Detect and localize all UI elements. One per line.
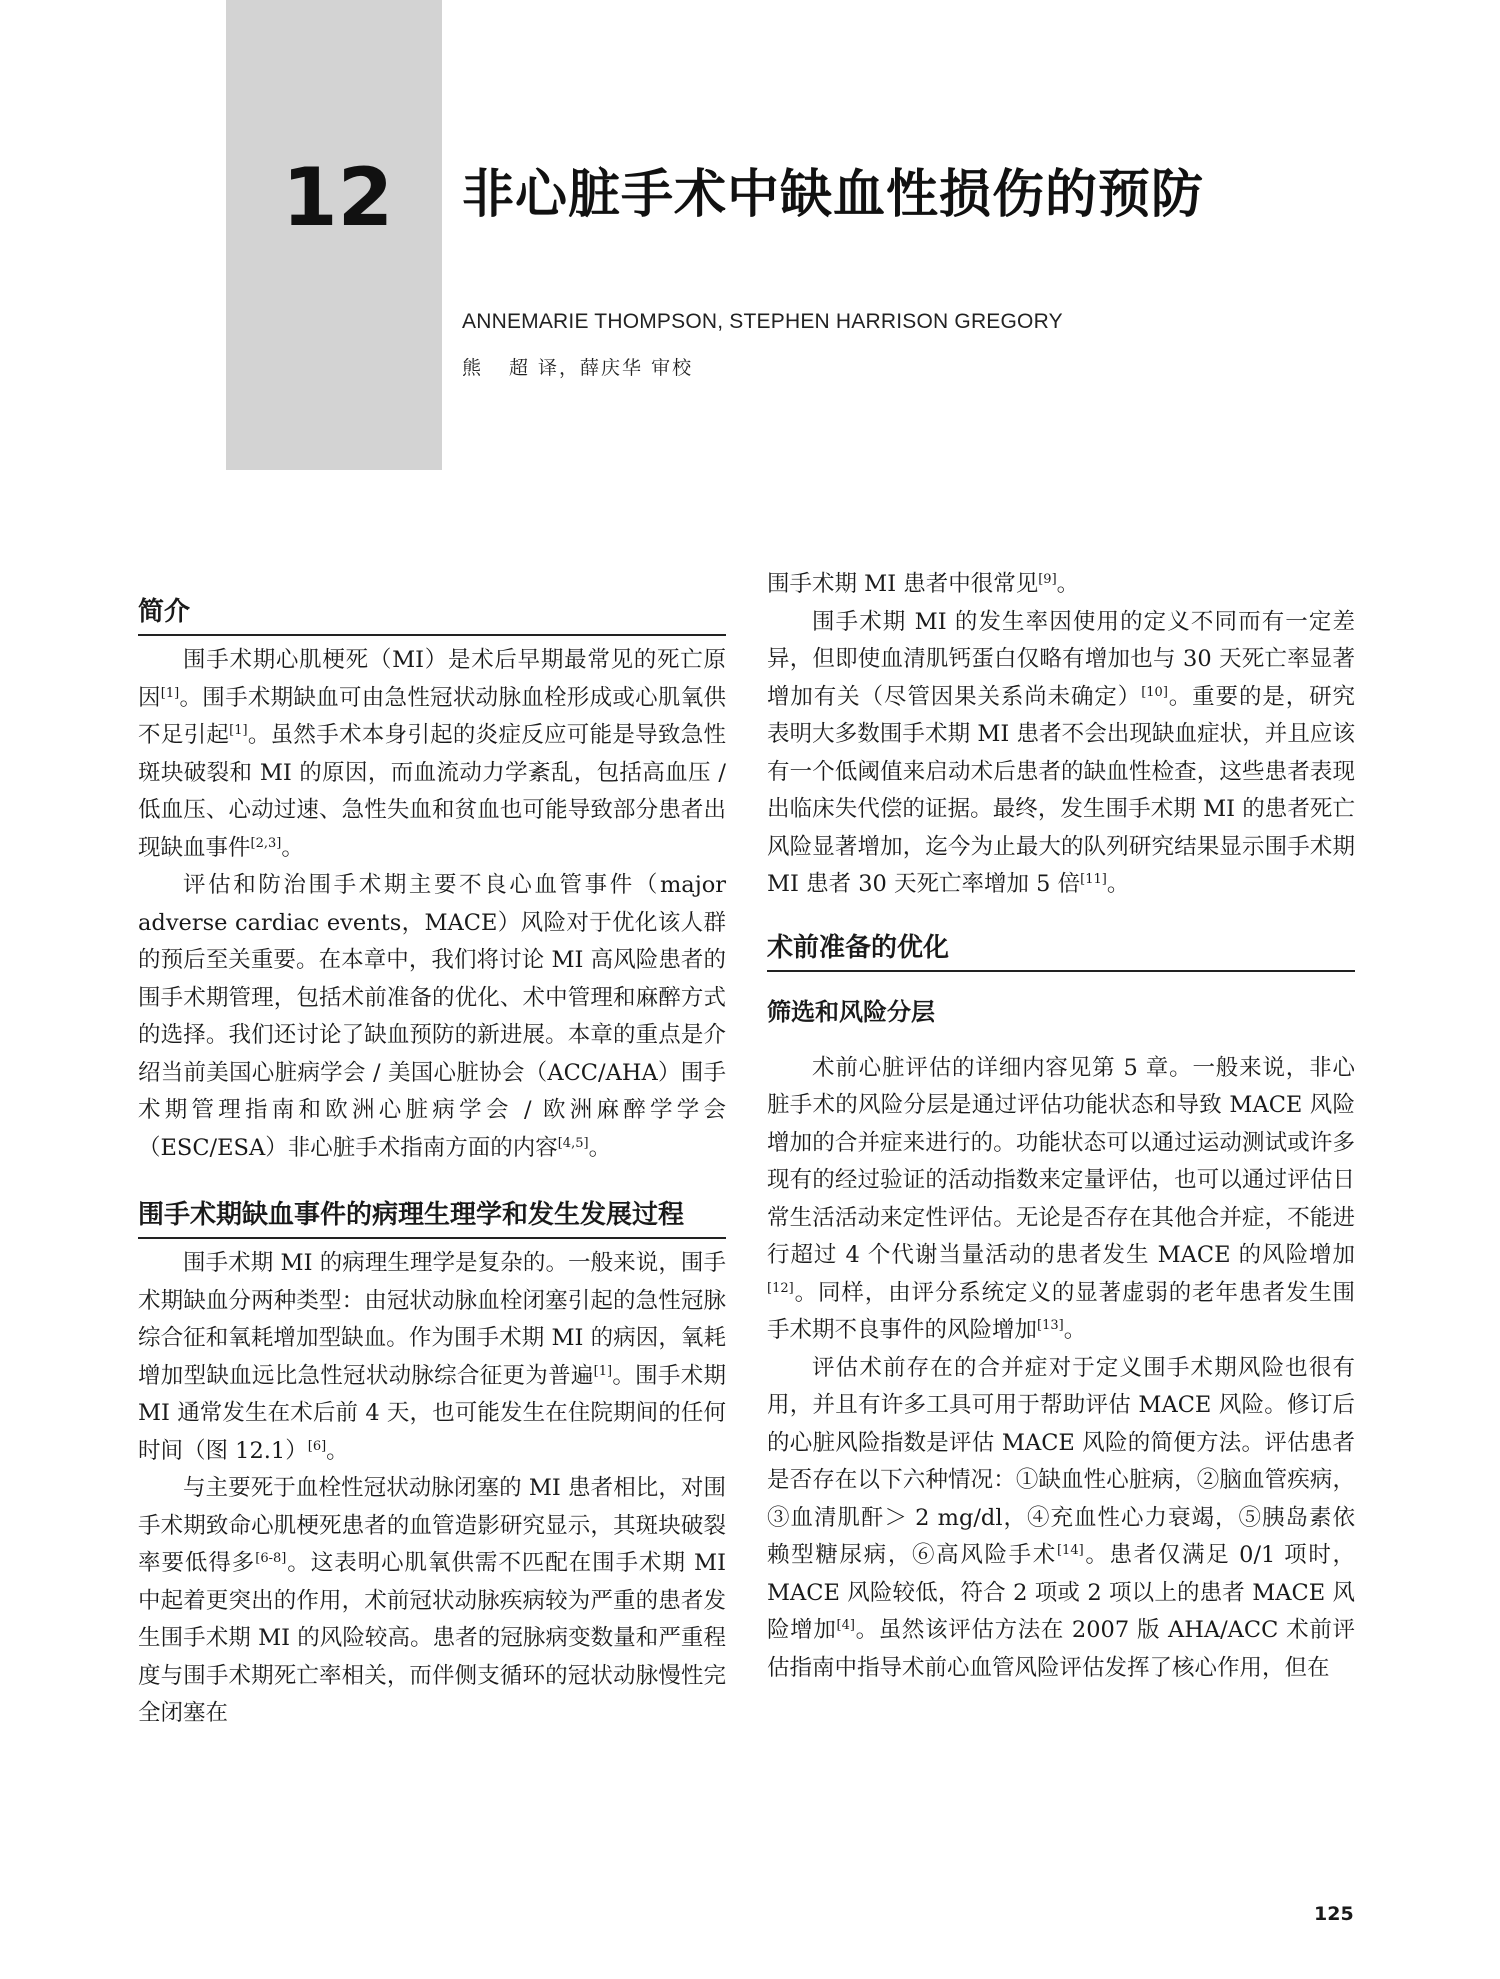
chapter-title: 非心脏手术中缺血性损伤的预防 [462,165,1205,225]
citation: [4,5] [557,1135,589,1151]
chapter-number: 12 [282,151,394,244]
paragraph: 围手术期 MI 的发生率因使用的定义不同而有一定差异，但即使血清肌钙蛋白仅略有增加也与 30 天死亡率显著增加有关（尽管因果关系尚未确定）[10]。重要的是，研究表明大多数围手术期 MI 患者不会出现缺血症状，并且应该有一个低阈值来启动术后患者的缺血性检查，这些患者表现出临床失代偿的证据。最终，发生围手术期 MI 的患者死亡风险显著增加，迄今为止最大的队列研究结果显示围手术期 MI 患者 30 天死亡率增加 5 倍[11]。 [767,608,1355,897]
citation: [6-8] [255,1551,287,1566]
paragraph: 围手术期心肌梗死（MI）是术后早期最常见的死亡原因[1]。围手术期缺血可由急性冠状动脉血栓形成或心肌氧供不足引起[1]。虽然手术本身引起的炎症反应可能是导致急性斑块破裂和 MI 的原因，而血流动力学紊乱，包括高血压 / 低血压、心动过速、急性失血和贫血也可能导致部分患者出现缺血事件[2,3]。 [138,647,726,861]
left-column [138,594,726,1733]
paragraph: 评估术前存在的合并症对于定义围手术期风险也很有用，并且有许多工具可用于帮助评估 MACE 风险。修订后的心脏风险指数是评估 MACE 风险的简便方法。评估患者是否存在以下六种情况：①缺血性心脏病，②脑血管疾病，③血清肌酐＞ 2 mg/dl，④充血性心力衰竭，⑤胰岛素依赖型糖尿病，⑥高风险手术[14]。患者仅满足 0/1 项时，MACE 风险较低，符合 2 项或 2 项以上的患者 MACE 风险增加[4]。虽然该评估方法在 2007 版 AHA/ACC 术前评估指南中指导术前心血管风险评估发挥了核心作用，但在 [767,1354,1355,1681]
paragraph: 术前心脏评估的详细内容见第 5 章。一般来说，非心脏手术的风险分层是通过评估功能状态和导致 MACE 风险增加的合并症来进行的。功能状态可以通过运动测试或许多现有的经过验证的活动指数来定量评估，也可以通过评估日常生活活动来定性评估。无论是否存在其他合并症，不能进行超过 4 个代谢当量活动的患者发生 MACE 的风险增加[12]。同样，由评分系统定义的显著虚弱的老年患者发生围手术期不良事件的风险增加[13]。 [767,1054,1355,1343]
citation: [6] [307,1438,327,1454]
citation: [10] [1141,684,1168,700]
citation: [2,3] [250,835,282,851]
section-heading-pathophysiology: 围手术期缺血事件的病理生理学和发生发展过程 [138,1197,726,1239]
paragraph: 评估和防治围手术期主要不良心血管事件（major adverse cardiac events，MACE）风险对于优化该人群的预后至关重要。在本章中，我们将讨论 MI 高风险患者的围手术期管理，包括术前准备的优化、术中管理和麻醉方式的选择。我们还讨论了缺血预防的新进展。本章的重点是介绍当前美国心脏病学会 / 美国心脏协会（ACC/AHA）围手术期管理指南和欧洲心脏病学会 / 欧洲麻醉学学会（ESC/ESA）非心脏手术指南方面的内容[4,5]。 [138,872,726,1161]
section-heading-preop: 术前准备的优化 [767,930,1355,972]
section-heading-intro: 简介 [138,594,726,636]
citation: [1] [593,1363,613,1379]
citation: [9] [1038,572,1057,587]
citation: [1] [160,685,180,701]
subsection-heading-screening: 筛选和风险分层 [767,997,935,1026]
translators [462,353,693,380]
translator-name: 熊 [462,357,484,379]
citation: [11] [1080,872,1107,887]
citation: [12] [767,1280,794,1296]
right-column [767,566,1355,1687]
page-number: 125 [1314,1903,1354,1925]
translator-credits: 超 译，薛庆华 审校 [509,357,694,379]
paragraph: 围手术期 MI 的病理生理学是复杂的。一般来说，围手术期缺血分两种类型：由冠状动脉血栓闭塞引起的急性冠脉综合征和氧耗增加型缺血。作为围手术期 MI 的病因，氧耗增加型缺血远比急性冠状动脉综合征更为普遍[1]。围手术期 MI 通常发生在术后前 4 天，也可能发生在住院期间的任何时间（图 12.1）[6]。 [138,1250,726,1464]
paragraph: 围手术期 MI 患者中很常见[9]。 [767,571,1080,597]
citation: [14] [1056,1543,1084,1558]
paragraph: 与主要死于血栓性冠状动脉闭塞的 MI 患者相比，对围手术期致命心肌梗死患者的血管造影研究显示，其斑块破裂率要低得多[6-8]。这表明心肌氧供需不匹配在围手术期 MI 中起着更突出的作用，术前冠状动脉疾病较为严重的患者发生围手术期 MI 的风险较高。患者的冠脉病变数量和严重程度与围手术期死亡率相关，而伴侧支循环的冠状动脉慢性完全闭塞在 [138,1475,726,1726]
citation: [1] [229,723,248,738]
citation: [4] [836,1618,855,1633]
citation: [13] [1037,1318,1064,1333]
authors: ANNEMARIE THOMPSON, STEPHEN HARRISON GREGORY [462,310,1063,333]
